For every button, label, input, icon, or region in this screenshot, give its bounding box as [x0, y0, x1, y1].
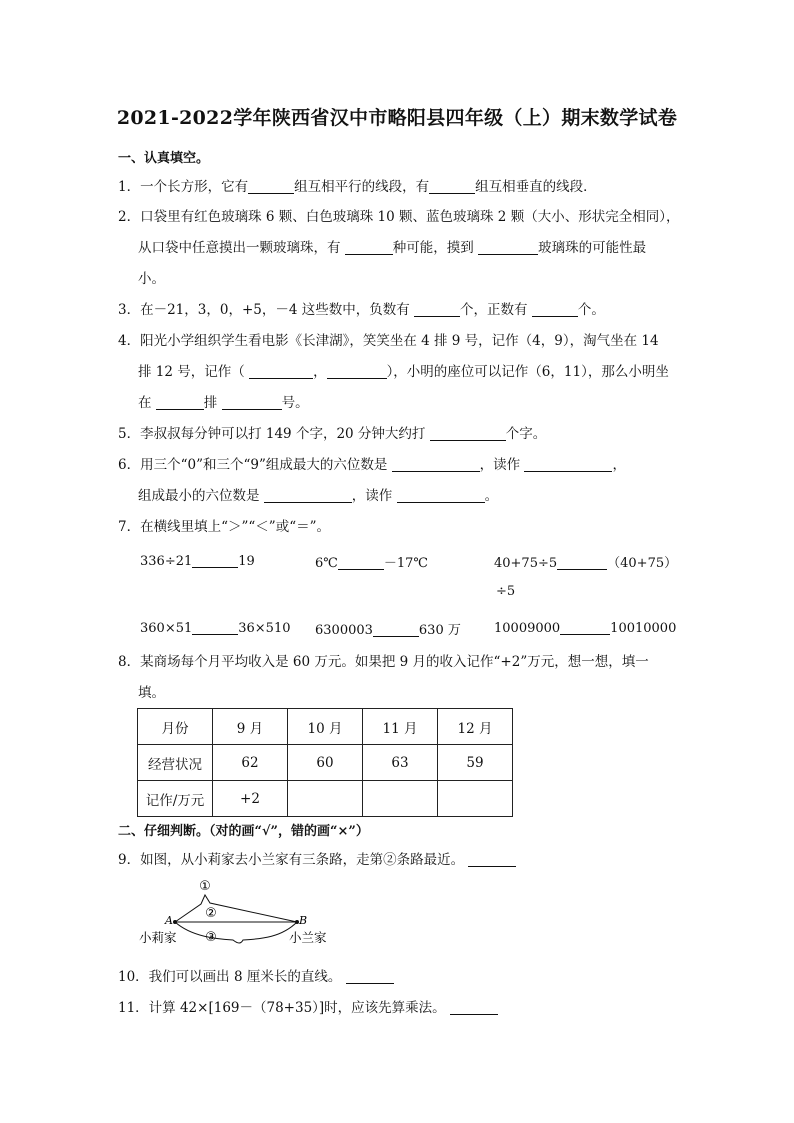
- question-5: [118, 424, 546, 444]
- table-row: [138, 745, 513, 781]
- table-cell: 60: [288, 745, 363, 781]
- section-1-heading: 一、认真填空。: [118, 151, 210, 166]
- table-cell: 11 月: [363, 709, 438, 745]
- compare-item: [494, 552, 677, 571]
- question-10: [118, 967, 394, 987]
- compare-item: [140, 552, 255, 569]
- q5-text-b: 个字。: [505, 426, 547, 442]
- q4-text-b: ，: [313, 364, 327, 380]
- q3-text-c: 个。: [577, 302, 605, 318]
- route-1-line: [175, 895, 297, 922]
- table-cell: 10 月: [288, 709, 363, 745]
- answer-blank[interactable]: [429, 178, 475, 194]
- table-cell: 经营状况: [138, 745, 213, 781]
- question-6-line-2: [138, 486, 498, 506]
- table-cell: 9 月: [213, 709, 288, 745]
- q2-text-a: 从口袋中任意摸出一颗玻璃珠，有: [138, 240, 341, 256]
- q9-text: 9．如图，从小莉家去小兰家有三条路，走第②条路最近。: [118, 852, 465, 868]
- question-2-line-1: 2．口袋里有红色玻璃珠 6 颗、白色玻璃珠 10 颗、蓝色玻璃珠 2 颗（大小、形状完全相同），: [118, 209, 680, 225]
- q2-text-c: 玻璃珠的可能性最: [538, 240, 647, 256]
- question-9: [118, 850, 516, 870]
- compare-right: －17℃: [383, 556, 428, 571]
- compare-right: （40+75）: [607, 556, 678, 571]
- q6-text-d: 组成最小的六位数是: [138, 488, 260, 504]
- compare-left: 360×51: [140, 621, 193, 636]
- q4-text-f: 号。: [281, 395, 309, 411]
- home-a-label: 小莉家: [139, 930, 177, 945]
- page-title: 2021-2022学年陕西省汉中市略阳县四年级（上）期末数学试卷: [116, 107, 678, 129]
- answer-blank[interactable]: [397, 487, 485, 503]
- route-3-line: [175, 922, 297, 943]
- compare-right: 19: [238, 554, 255, 569]
- answer-blank[interactable]: [192, 619, 238, 635]
- point-b-label: B: [299, 914, 308, 927]
- answer-blank[interactable]: [430, 425, 506, 441]
- compare-item: [315, 619, 461, 638]
- answer-blank[interactable]: [345, 239, 393, 255]
- question-4-line-1: 4．阳光小学组织学生看电影《长津湖》，笑笑坐在 4 排 9 号，记作（4，9），淘气坐在 14: [118, 333, 659, 349]
- question-1: [118, 177, 597, 197]
- q4-text-d: 在: [138, 395, 152, 411]
- table-row: [138, 709, 513, 745]
- q5-text-a: 5．李叔叔每分钟可以打 149 个字，20 分钟大约打: [118, 426, 426, 442]
- answer-blank[interactable]: [532, 301, 578, 317]
- answer-blank[interactable]: [338, 554, 384, 570]
- q1-text-b: 组互相平行的线段，有: [294, 179, 430, 195]
- compare-left: 6300003: [315, 623, 373, 638]
- table-cell: 59: [438, 745, 513, 781]
- answer-blank[interactable]: [249, 363, 313, 379]
- compare-left: 40+75÷5: [494, 556, 558, 571]
- compare-right: 36×510: [238, 621, 291, 636]
- table-answer-cell[interactable]: [288, 781, 363, 817]
- home-b-label: 小兰家: [289, 930, 327, 945]
- compare-item: [315, 552, 428, 571]
- route-3-label: ③: [205, 930, 217, 945]
- table-answer-cell[interactable]: [438, 781, 513, 817]
- section-2-heading: 二、仔细判断。（对的画“√”，错的画“×”）: [118, 824, 369, 839]
- answer-blank[interactable]: [222, 394, 282, 410]
- answer-blank[interactable]: [192, 552, 238, 568]
- compare-left: 336÷21: [140, 554, 193, 569]
- route-diagram: [137, 877, 347, 961]
- q6-text-f: 。: [484, 488, 499, 504]
- route-1-label: ①: [199, 879, 211, 894]
- table-row: [138, 781, 513, 817]
- question-11: [118, 998, 498, 1018]
- question-7-stem: 7．在横线里填上“＞”“＜”或“＝”。: [118, 519, 330, 535]
- compare-item: [494, 619, 676, 636]
- q6-text-c: ，: [612, 457, 626, 473]
- q1-text-c: 组互相垂直的线段．: [475, 179, 597, 195]
- compare-left: 10009000: [494, 621, 561, 636]
- answer-blank[interactable]: [450, 999, 498, 1015]
- compare-item: [140, 619, 291, 636]
- answer-blank[interactable]: [560, 619, 610, 635]
- q1-text-a: 1．一个长方形，它有: [118, 179, 249, 195]
- table-cell: 记作/万元: [138, 781, 213, 817]
- question-8-line-1: 8．某商场每个月平均收入是 60 万元。如果把 9 月的收入记作“+2”万元，想一想，填一: [118, 654, 649, 670]
- q6-text-b: ，读作: [479, 457, 521, 473]
- answer-blank[interactable]: [392, 456, 480, 472]
- q6-text-e: ，读作: [351, 488, 393, 504]
- q3-text-a: 3．在－21，3，0，+5，－4 这些数中，负数有: [118, 302, 410, 318]
- table-cell: 62: [213, 745, 288, 781]
- q4-text-e: 排: [203, 395, 218, 411]
- answer-blank[interactable]: [346, 968, 394, 984]
- answer-blank[interactable]: [557, 554, 607, 570]
- q3-text-b: 个，正数有: [460, 302, 528, 318]
- compare-left: 6℃: [315, 556, 338, 571]
- q4-text-a: 排 12 号，记作（: [138, 364, 245, 380]
- table-answer-cell[interactable]: [363, 781, 438, 817]
- table-cell: 63: [363, 745, 438, 781]
- question-2-line-3: 小。: [138, 271, 165, 287]
- question-4-line-2: [138, 362, 669, 382]
- route-2-label: ②: [205, 906, 217, 921]
- compare-item-continued: ÷5: [496, 584, 516, 599]
- answer-blank[interactable]: [373, 621, 419, 637]
- compare-right: 630 万: [418, 623, 461, 638]
- compare-right: 10010000: [610, 621, 677, 636]
- answer-blank[interactable]: [264, 487, 352, 503]
- q4-text-c: ），小明的座位可以记作（6，11），那么小明坐: [386, 364, 669, 380]
- business-status-table: [137, 708, 513, 817]
- q6-text-a: 6．用三个“0”和三个“9”组成最大的六位数是: [118, 457, 388, 473]
- answer-blank[interactable]: [327, 363, 387, 379]
- q2-text-b: 种可能，摸到: [392, 240, 474, 256]
- point-a-dot: [173, 920, 177, 924]
- table-cell: 月份: [138, 709, 213, 745]
- question-8-line-2: 填。: [138, 685, 165, 701]
- answer-blank[interactable]: [248, 178, 294, 194]
- question-2-line-2: [138, 238, 646, 258]
- table-cell: 12 月: [438, 709, 513, 745]
- table-cell: +2: [213, 781, 288, 817]
- question-4-line-3: [138, 393, 309, 413]
- answer-blank[interactable]: [478, 239, 538, 255]
- q11-text: 11．计算 42×[169－（78+35）]时，应该先算乘法。: [118, 1000, 446, 1016]
- q10-text: 10．我们可以画出 8 厘米长的直线。: [118, 969, 342, 985]
- answer-blank[interactable]: [156, 394, 204, 410]
- question-6-line-1: [118, 455, 626, 475]
- point-a-label: A: [165, 914, 173, 927]
- route-diagram-svg: [137, 877, 347, 957]
- answer-blank[interactable]: [468, 851, 516, 867]
- answer-blank[interactable]: [524, 456, 612, 472]
- question-3: [118, 300, 605, 320]
- answer-blank[interactable]: [414, 301, 460, 317]
